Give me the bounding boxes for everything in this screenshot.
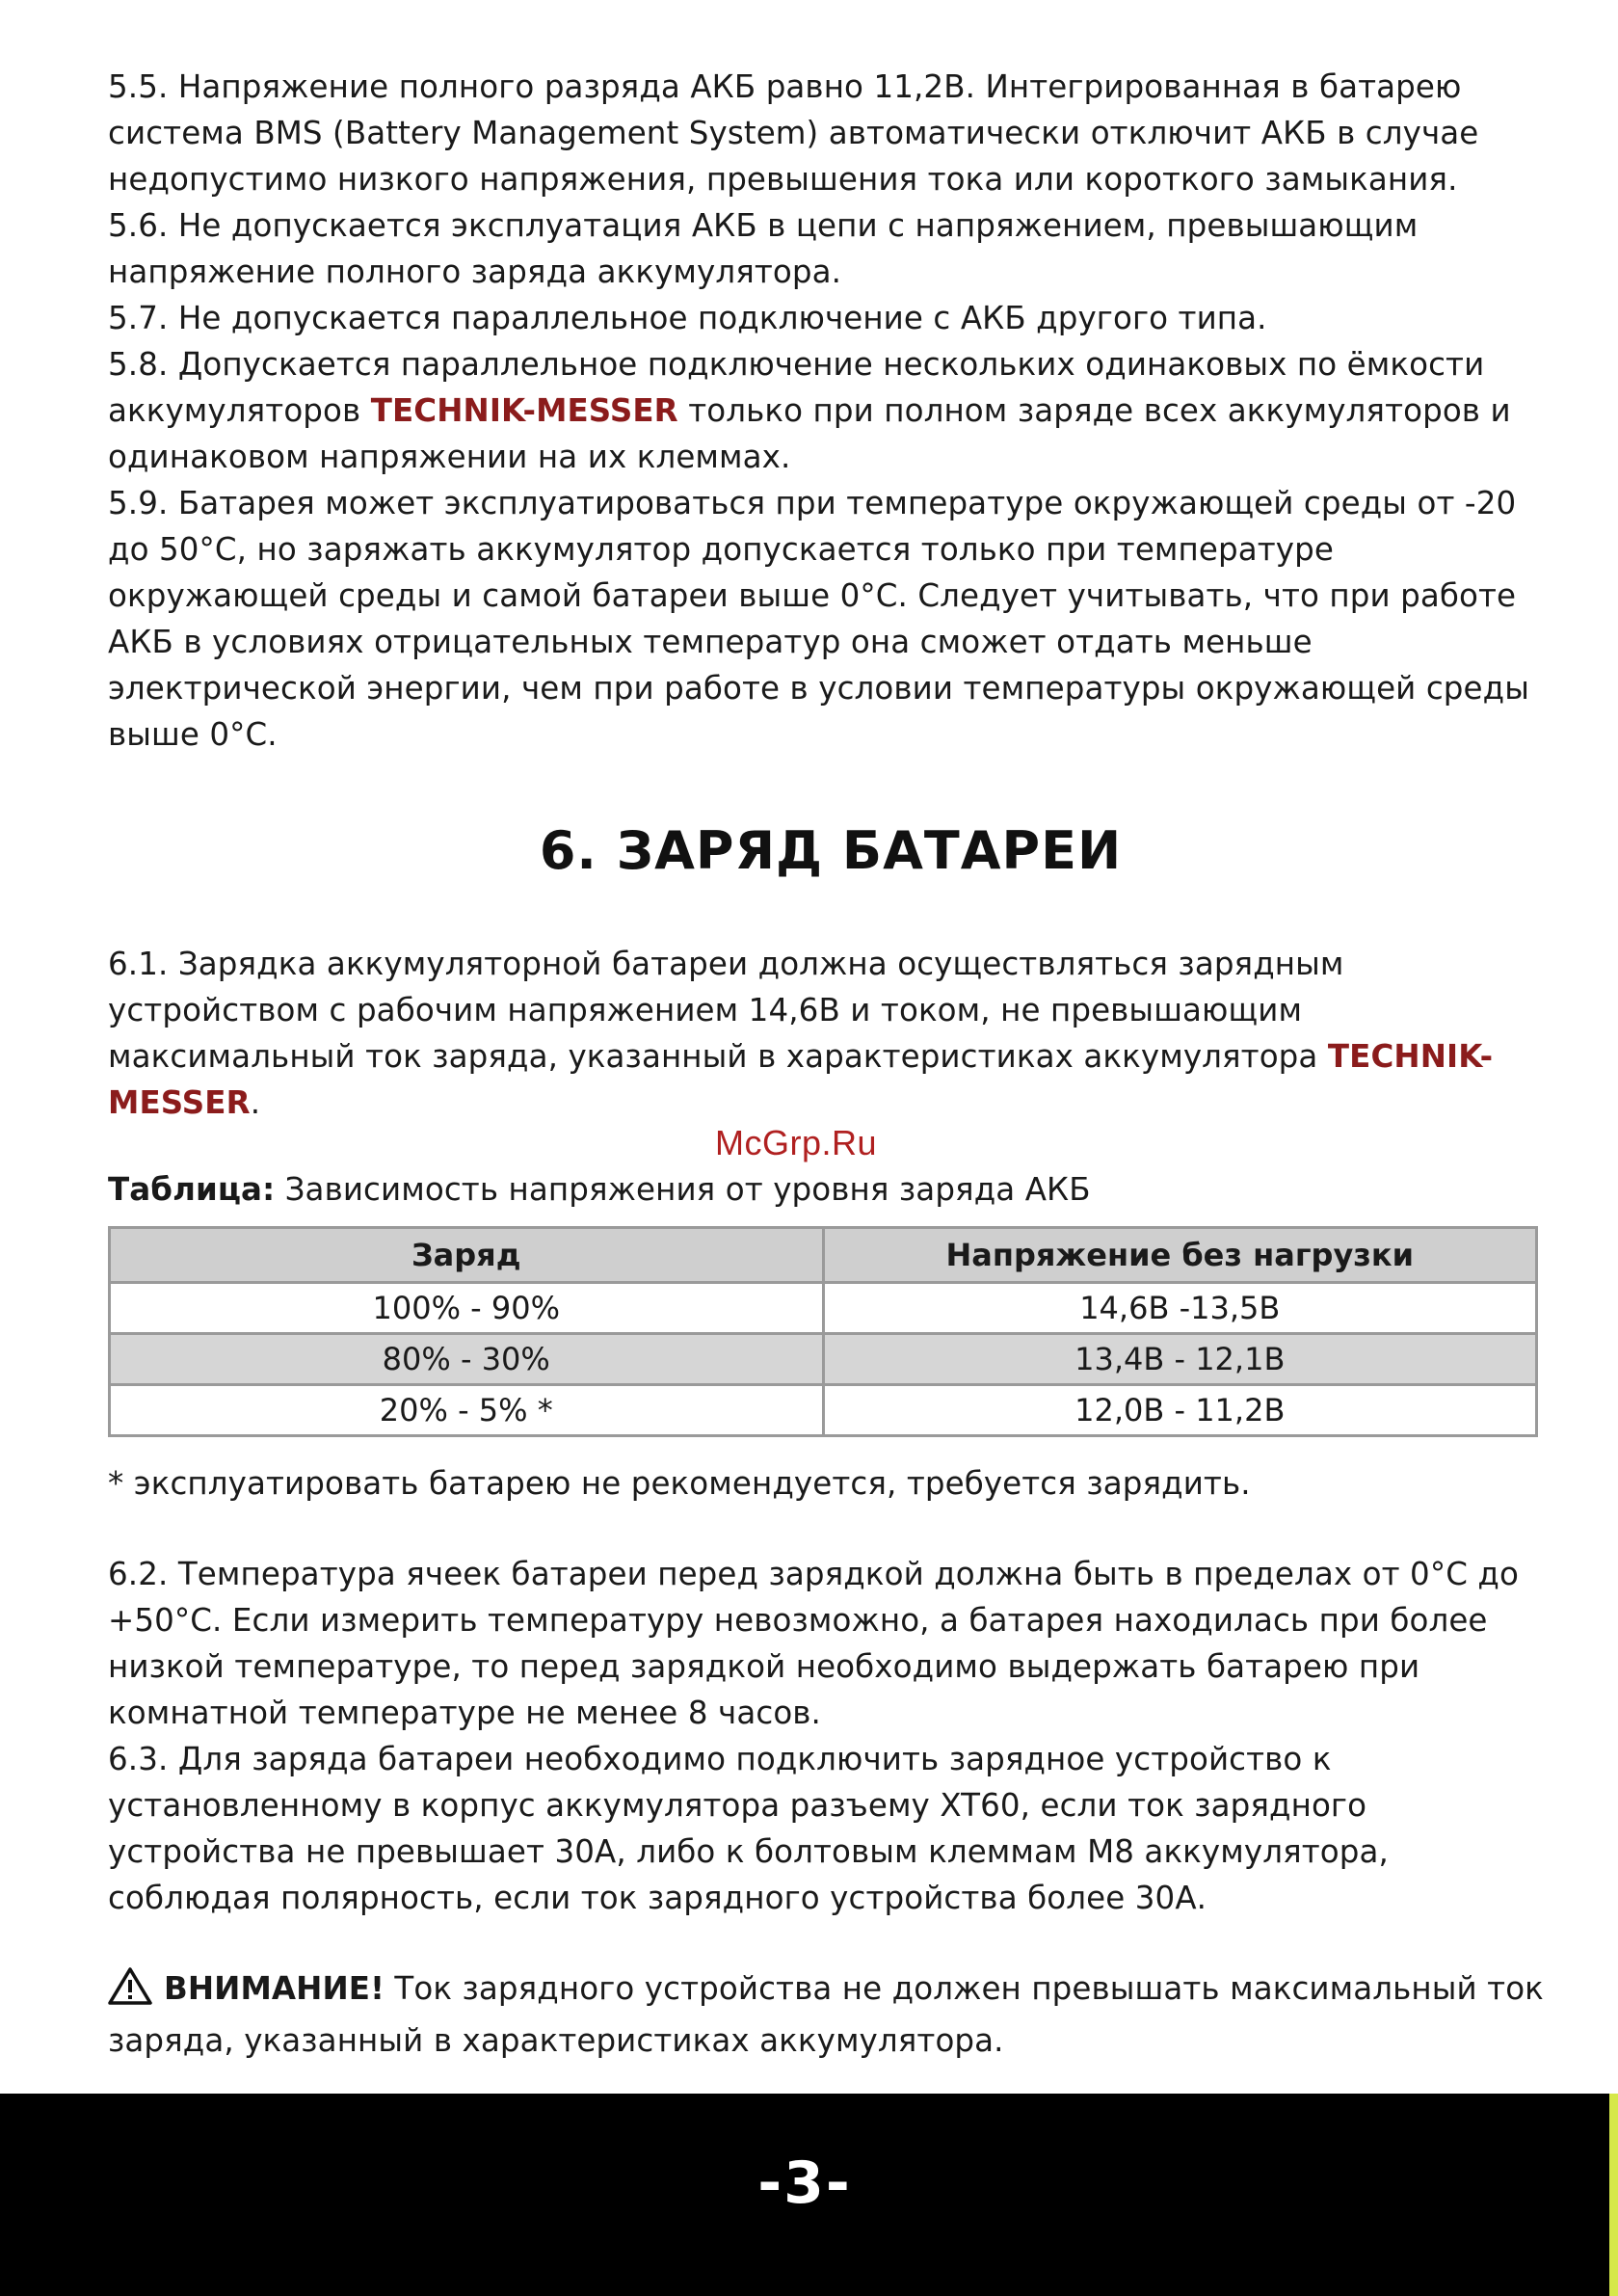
table-cell-voltage: 12,0В - 11,2В [823, 1385, 1537, 1436]
table-row [110, 1283, 1537, 1334]
warning-note [108, 1965, 1553, 2064]
table-cell-charge: 20% - 5% * [110, 1385, 824, 1436]
warning-text: Ток зарядного устройства не должен превышать максимальный ток заряда, указанный в характеристиках аккумулятора. [108, 1970, 1544, 2059]
page-content [108, 64, 1553, 2064]
table-cell-voltage: 14,6В -13,5В [823, 1283, 1537, 1334]
table-cell-charge: 80% - 30% [110, 1334, 824, 1385]
table-cell-voltage: 13,4В - 12,1В [823, 1334, 1537, 1385]
paragraph-6-2: 6.2. Температура ячеек батареи перед зарядкой должна быть в пределах от 0°С до +50°С. Если измерить температуру невозможно, а батарея находилась при более низкой температуре, то перед зарядкой необходимо выдержать батарею при комнатной температуре не менее 8 часов. [108, 1556, 1519, 1731]
brand-name: TECHNIK-MESSER [108, 1038, 1494, 1121]
table-caption-label: Таблица: [108, 1171, 276, 1208]
paragraph-6-1-text-end: . [250, 1084, 261, 1121]
paragraph-6-1 [108, 941, 1553, 1126]
brand-name: TECHNIK-MESSER [370, 392, 678, 429]
table-cell-charge: 100% - 90% [110, 1283, 824, 1334]
watermark: McGrp.Ru [715, 1123, 878, 1162]
page-footer [0, 2094, 1609, 2296]
section-6-heading: 6. ЗАРЯД БАТАРЕИ [539, 820, 1123, 881]
table-header-row [110, 1228, 1537, 1283]
paragraph-5-5: 5.5. Напряжение полного разряда АКБ равно 11,2В. Интегрированная в батарею система BMS (Battery Management System) автоматически отключит АКБ в случае недопустимо низкого напряжения, превышения тока или короткого замыкания. [108, 68, 1479, 198]
warning-triangle-icon [108, 1966, 152, 2017]
table-header-voltage: Напряжение без нагрузки [823, 1228, 1537, 1283]
paragraph-5-9: 5.9. Батарея может эксплуатироваться при температуре окружающей среды от -20 до 50°С, но заряжать аккумулятор допускается только при температуре окружающей среды и самой батареи выше 0°С. Следует учитывать, что при работе АКБ в условиях отрицательных температур она сможет отдать меньше электрической энергии, чем при работе в условии температуры окружающей среды выше 0°С. [108, 485, 1529, 753]
warning-label: ВНИМАНИЕ! [164, 1970, 385, 2007]
paragraph-5-6: 5.6. Не допускается эксплуатация АКБ в цепи с напряжением, превышающим напряжение полного заряда аккумулятора. [108, 207, 1419, 290]
table-header-charge: Заряд [110, 1228, 824, 1283]
paragraph-6-1-text: 6.1. Зарядка аккумуляторной батареи должна осуществляться зарядным устройством с рабочим напряжением 14,6В и током, не превышающим максимальный ток заряда, указанный в характеристиках аккумулятора [108, 946, 1344, 1075]
charge-voltage-table [108, 1226, 1538, 1437]
table-caption [108, 1166, 1553, 1213]
table-footnote: * эксплуатировать батарею не рекомендуется, требуется зарядить. [108, 1465, 1251, 1502]
paragraph-5-7: 5.7. Не допускается параллельное подключение с АКБ другого типа. [108, 300, 1267, 336]
table-caption-text: Зависимость напряжения от уровня заряда АКБ [275, 1171, 1091, 1208]
footer-accent-stripe [1609, 2094, 1618, 2296]
paragraph-5-8-text: 5.8. Допускается параллельное подключение нескольких одинаковых по ёмкости аккумуляторов [108, 346, 1485, 429]
paragraph-5-8-text-end: только при полном заряде всех аккумуляторов и одинаковом напряжении на их клеммах. [108, 392, 1511, 475]
table-row [110, 1334, 1537, 1385]
paragraph-6-3: 6.3. Для заряда батареи необходимо подключить зарядное устройство к установленному в корпус аккумулятора разъему XT60, если ток зарядного устройства не превышает 30А, либо к болтовым клеммам М8 аккумулятора, соблюдая полярность, если ток зарядного устройства более 30А. [108, 1741, 1389, 1916]
table-row [110, 1385, 1537, 1436]
page-number: -3- [757, 2149, 852, 2217]
paragraph-5-8 [108, 341, 1553, 480]
